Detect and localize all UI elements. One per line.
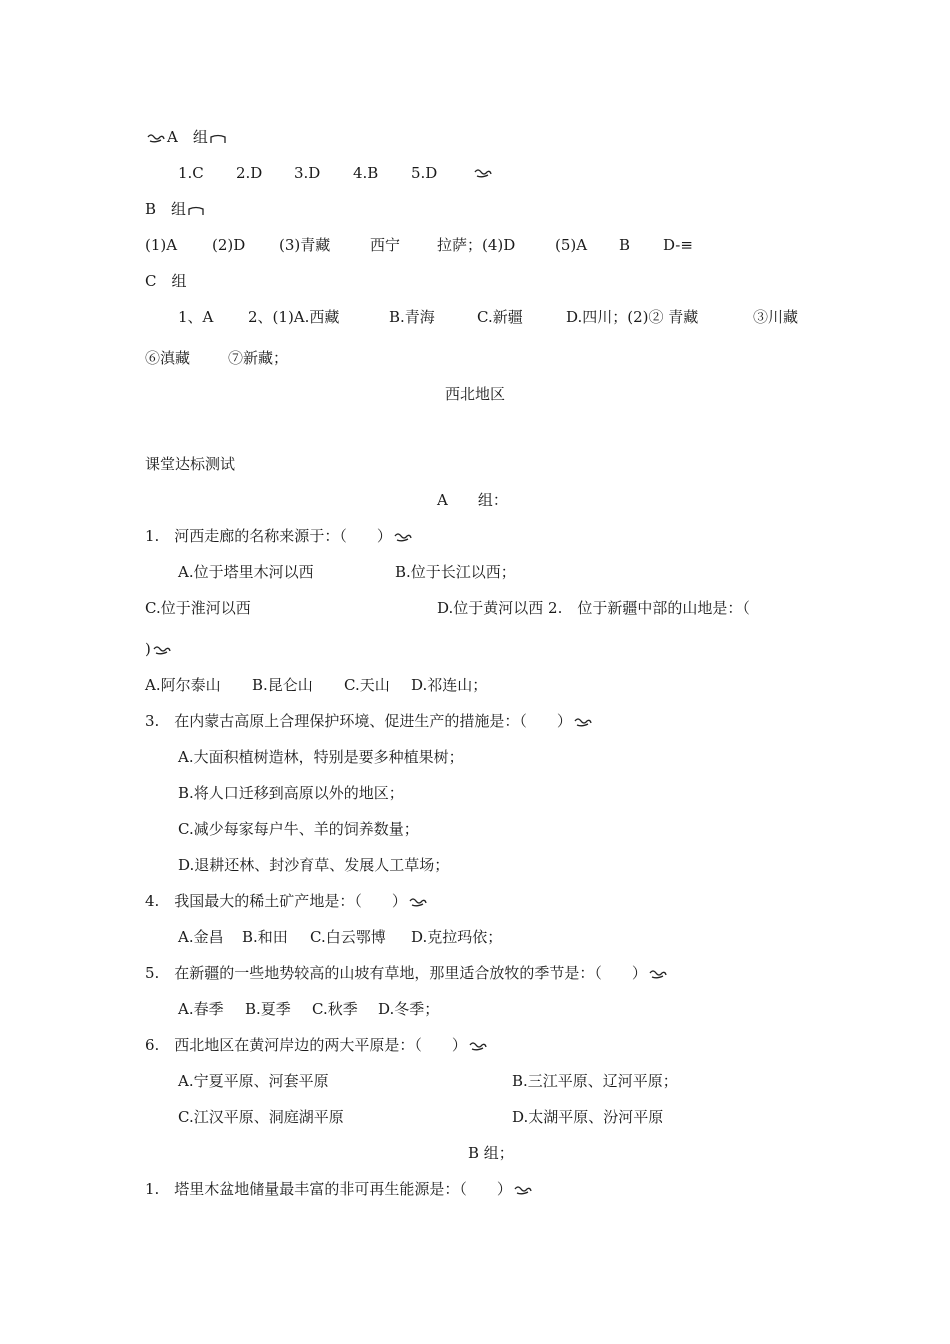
question-2-stem-close: ) (145, 640, 173, 658)
scribble-mark-icon (649, 968, 667, 980)
scribble-mark-icon (574, 716, 592, 728)
scribble-mark-icon (514, 1184, 532, 1196)
section-title: 西北地区 (444, 385, 505, 403)
b-question-1-stem: 1. 塔里木盆地储量最丰富的非可再生能源是：（ ） (145, 1180, 534, 1198)
question-3-option-a: A.大面积植树造林，特别是要多种植果树； (178, 748, 464, 766)
scribble-mark-icon (394, 531, 412, 543)
answer-b-group-heading: B 组 (145, 200, 206, 218)
scribble-mark-icon (409, 896, 427, 908)
answer-a-group-heading: A 组 (145, 128, 228, 146)
answer-c-group-heading: C 组 (145, 272, 187, 290)
scribble-mark-icon (147, 132, 165, 144)
group-a-heading: A 组： (437, 491, 508, 509)
question-3-option-d: D.退耕还林、封沙育草、发展人工草场； (178, 856, 450, 874)
question-1-stem: 1. 河西走廊的名称来源于：（ ） (145, 527, 414, 545)
bracket-mark-icon (210, 132, 226, 144)
question-5-stem: 5. 在新疆的一些地势较高的山坡有草地，那里适合放牧的季节是：（ ） (145, 964, 669, 982)
bracket-mark-icon (188, 204, 204, 216)
group-b-heading: B 组； (468, 1144, 514, 1162)
question-3-option-b: B.将人口迁移到高原以外的地区； (178, 784, 404, 802)
question-3-option-c: C.减少每家每户牛、羊的饲养数量； (178, 820, 419, 838)
test-title: 课堂达标测试 (145, 455, 236, 473)
question-4-stem: 4. 我国最大的稀土矿产地是：（ ） (145, 892, 429, 910)
question-3-stem: 3. 在内蒙古高原上合理保护环境、促进生产的措施是：（ ） (145, 712, 594, 730)
scribble-mark-icon (474, 167, 492, 179)
scribble-mark-icon (153, 644, 171, 656)
scribble-mark-icon (469, 1040, 487, 1052)
question-6-stem: 6. 西北地区在黄河岸边的两大平原是：（ ） (145, 1036, 489, 1054)
